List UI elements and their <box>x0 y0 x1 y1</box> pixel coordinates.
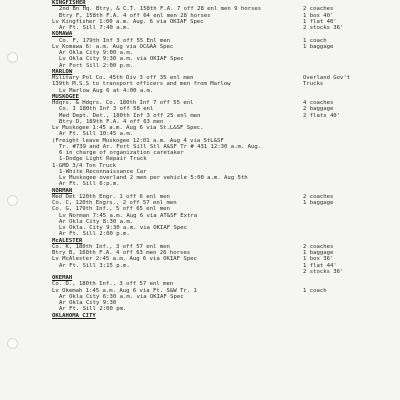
movement-line: Co. C, 120th Engrs., 2 off 57 enl men <box>52 200 177 206</box>
movement-line: 1-White Reconnaissance Car <box>59 168 147 175</box>
movement-line: Lv McAlester 2:45 a.m. Aug 6 via OKIAF Spec <box>52 256 197 263</box>
movement-line: Co. K, 180th Inf., 3 off 57 enl men <box>52 243 170 250</box>
equipment-line: 2 coaches <box>303 243 334 250</box>
movement-line: Btry F, 158th F.A. 4 off 64 enl men 28 horses <box>59 12 211 19</box>
equipment-line: 1 coach <box>303 37 327 44</box>
equipment-line: 2 coaches <box>303 193 334 200</box>
movement-line: Med Det 120th Engr. 1 off 6 enl men <box>52 193 170 200</box>
movement-line: Co. D., 180th Inf., 3 off 57 enl men <box>52 281 174 288</box>
movement-line: Lv Norman 7:45 a.m. Aug 6 via AT&SF Extra <box>59 212 198 219</box>
movement-line: Co. G, 179th Inf., 5 off 65 enl men <box>52 206 170 213</box>
movement-line: Lv Okemah 1:45 a.m. Aug 6 via Ft. S&W Tr. 1 <box>52 287 197 294</box>
movement-line: Hdqrs. & Hdqrs. Co. 180th Inf 7 off 55 enl <box>52 100 194 106</box>
equipment-line: 1 flat 40' <box>303 18 337 25</box>
movement-line: 6 in charge of organization caretaker <box>59 150 184 156</box>
movement-line: 2nd Bn Hq. Btry, & C.T. 158th F.A. 7 off 28 enl men 9 horses <box>59 6 262 13</box>
movement-line: 1-Dodge Light Repair Truck <box>59 156 147 163</box>
movement-line: Lv Muskogee 1:45 a.m. Aug 6 via St.L&SF Spec. <box>52 125 204 131</box>
section-heading: MARLOW <box>52 68 73 75</box>
movement-line: Ar Ft. Sill 6:p.m. <box>59 181 120 188</box>
equipment-line: 2 stocks 36' <box>303 268 344 275</box>
section-heading: MUSKOGEE <box>52 93 79 100</box>
section-heading: OKEMAH <box>52 275 73 281</box>
section-heading: McALESTER <box>52 237 83 244</box>
movement-line: Ar Okla City 6:30 a.m. via OKIAF Spec <box>59 293 184 300</box>
section-heading: NORMAN <box>52 187 73 194</box>
section-heading-row <box>52 313 392 319</box>
equipment-line: 1 box 40' <box>303 12 334 19</box>
movement-line: Ar Okla City 8:30 a.m. <box>59 218 134 225</box>
movement-line: (Freight leave Muskogee 12:01 a.m. Aug 4 via StL&SF <box>52 137 224 144</box>
movement-line: 139th M.S.S to transport officers and men from Marlow <box>52 81 231 88</box>
movement-line: Btry B, 160th F.A. 4 off 63 men 26 horses <box>52 250 191 256</box>
movement-line: Ar Okla City 9:00 a.m. <box>59 50 134 56</box>
section-heading: OKLAHOMA CITY <box>52 312 96 319</box>
movement-line: Med Dept. Det., 180th Inf 3 off 25 enl men <box>59 112 201 119</box>
movement-line: Ar Okla City 9:30 <box>59 300 117 306</box>
equipment-line: 1 baggage <box>303 250 334 256</box>
document-body <box>52 0 392 319</box>
movement-line: Ar Ft. Sill 7:40 a.m. <box>59 25 130 31</box>
section-heading: KINGFISHER <box>52 0 86 6</box>
movement-line: Ar Ft. Sill 2:00 pm. <box>59 306 127 313</box>
section-heading: KOMAWA <box>52 31 73 38</box>
movement-line: Lv Muskogee overland 2 men per vehicle 5:00 a.m. Aug 5th <box>59 175 248 181</box>
equipment-line: 1 box 36' <box>303 256 334 263</box>
equipment-line: 1 flat 44' <box>303 262 337 269</box>
punch-hole <box>7 195 18 206</box>
equipment-line: 1 baggage <box>303 43 334 50</box>
equipment-line: 2 coaches <box>303 6 334 13</box>
movement-line: Ar Ft. Sill 2:00 p.m. <box>59 231 130 238</box>
movement-line: Btry D, 189th F.A. 4 off 63 men <box>59 118 164 125</box>
equipment-line: Trucks <box>303 81 324 88</box>
equipment-line: 1 coach <box>303 287 327 294</box>
equipment-line: 2 baggage <box>303 106 334 113</box>
equipment-line: 2 stocks 36' <box>303 25 344 31</box>
movement-line: Lv Kingfisher 1:00 a.m. Aug. 6 via OKIAF Spec <box>52 18 204 25</box>
movement-line: Tr. #739 and Ar. Fort Sill Stl A&SF Tr # 431 12:30 a.m. Aug. <box>59 143 262 150</box>
equipment-line: 2 flats 40' <box>303 112 341 119</box>
movement-line: Lv Komawa 6: a.m. Aug via OC&AA Spec <box>52 43 174 50</box>
movement-line: Lv Okla City 9:30 a.m. via OKIAF Spec <box>59 56 184 63</box>
movement-line: Lv Marlow Aug 6 at 4:00 a.m. <box>59 87 154 94</box>
movement-line: Co. I 180th Inf 3 off 58 enl <box>59 106 154 113</box>
equipment-line: 1 baggage <box>303 200 334 206</box>
movement-line: Ar Ft. Sill 3:15 p.m. <box>59 262 130 269</box>
equipment-line: Overland Gov't <box>303 75 351 81</box>
movement-line: Ar Ft. Sill 10:45 a.m. <box>59 131 134 138</box>
punch-hole <box>7 338 18 349</box>
movement-line: Military Pol Co. 45th Div 3 off 35 enl men <box>52 75 194 81</box>
movement-line: Lv Okla. City 9:30 a.m. via OKIAF Spec <box>59 225 187 231</box>
equipment-line: 4 coaches <box>303 100 334 106</box>
movement-line: 1-GMD 3/4 Ton Truck <box>52 162 116 169</box>
punch-hole <box>7 52 18 63</box>
movement-line: Ar Fort Sill 2:00 p.m. <box>59 62 134 69</box>
movement-line: Co. F, 179th Inf 3 off 55 Enl men <box>59 37 171 44</box>
